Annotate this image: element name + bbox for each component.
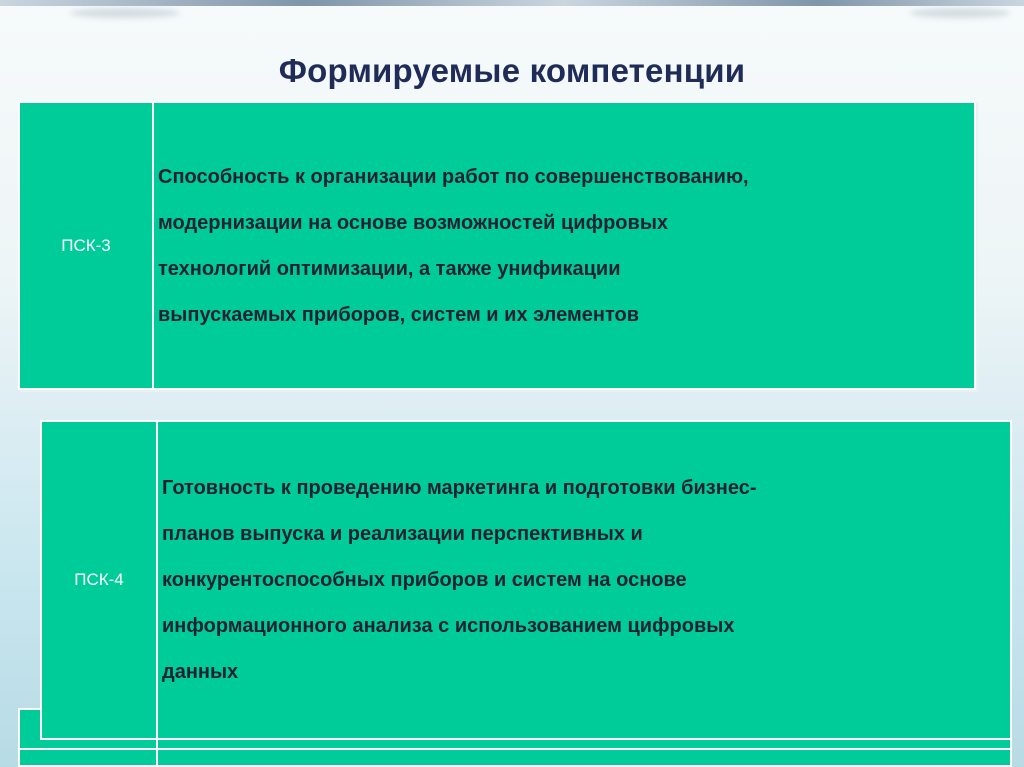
- competency-table-psk3: [18, 101, 976, 390]
- description-line: Способность к организации работ по совершенствованию,: [158, 165, 749, 188]
- description-line: планов выпуска и реализации перспективных и: [162, 523, 643, 545]
- description-line: выпускаемых приборов, систем и их элементов: [158, 303, 640, 326]
- competency-table-psk4: [40, 420, 1012, 740]
- description-line: конкурентоспособных приборов и систем на основе: [162, 569, 687, 591]
- table-row: [19, 102, 975, 389]
- background-card-divider: [18, 748, 1012, 750]
- competency-code: ПСК-4: [41, 421, 157, 739]
- table-row: [41, 421, 1011, 739]
- decorative-streak-right: [910, 8, 1010, 18]
- description-line: Готовность к проведению маркетинга и подготовки бизнес-: [162, 477, 757, 499]
- description-line: данных: [162, 661, 239, 683]
- description-line: технологий оптимизации, а также унификации: [158, 257, 621, 280]
- page-title: Формируемые компетенции: [278, 52, 746, 89]
- competency-code: ПСК-3: [19, 102, 153, 389]
- description-line: модернизации на основе возможностей цифровых: [158, 211, 669, 234]
- description-line: информационного анализа с использованием цифровых: [162, 615, 735, 637]
- background-card-column-divider: [156, 740, 158, 767]
- competency-description: [157, 421, 1011, 739]
- top-edge-bar: [0, 0, 1024, 6]
- decorative-streak-left: [70, 8, 180, 18]
- competency-description: [153, 102, 975, 389]
